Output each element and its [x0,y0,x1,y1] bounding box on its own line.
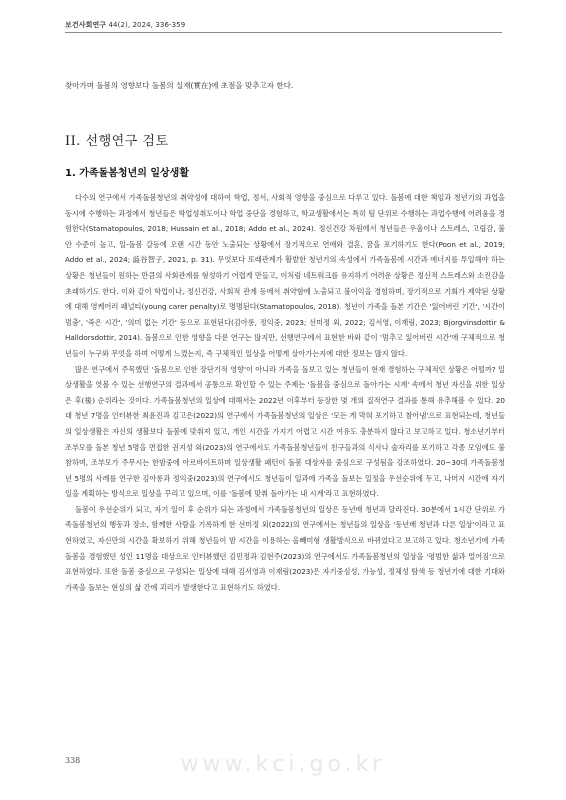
body-paragraph-1: 다수의 연구에서 가족돌봄청년의 취약성에 대하여 학업, 정서, 사회적 영향을 중심으로 다루고 있다. 돌봄에 대한 책임과 청년기의 과업을 동시에 수행하는 과정에서 청년들은 학업성취도이나 학업 중단을 경험하고, 학교생활에서는 특히 팀 단위로 수행하는 과업수행에 어려움을 경험한다(Stamatopoulos, 2018; Hussain et al., 2018; Addo et al., 2024). 정신건강 차원에서 청년들은 우울이나 스트레스, 고립감, 불안 수준이 높고, 일-돌봄 갈등에 오랜 시간 동안 노출되는 상황에서 장기적으로 연애와 결혼, 꿈을 포기하기도 한다(Poon et al., 2019; Addo et al., 2024; 澁谷智子, 2021, p. 31). 무엇보다 또래관계가 활발한 청년기의 속성에서 가족돌봄에 시간과 에너지를 투입해야 하는 상황은 청년들이 원하는 만큼의 사회관계를 형성하기 어렵게 만들고, 이처럼 네트워크를 유지하기 어려운 상황은 정신적 스트레스와 소진감을 초래하기도 한다. 이와 같이 학업이나, 정신건강, 사회적 관계 등에서 취약함에 노출되고 불이익을 경험하며, 장기적으로 기회가 제약된 상황에 대해 영케어러 패널티(young carer penalty)로 명명된다(Stamatopoulos, 2018). 청년이 가족을 돌본 기간은 '잃어버린 기간', '시간이 멈춤', '죽은 시간', '의미 없는 기간' 등으로 표현된다(김아롱, 정익중, 2023; 선미정 외, 2022; 김서영, 이재림, 2023; Bjorgvinsdottir & Halldorsdottir, 2014). 돌봄으로 인한 영향을 다룬 연구는 많지만, 선행연구에서 표현한 바와 같이 '멈추고 잃어버린 시간'에 구체적으로 청년들이 누구와 무엇을 하며 어떻게 느꼈는지, 즉 구체적인 일상을 어떻게 살아가는지에 대한 정보는 많지 않다. [65,193,505,358]
journal-citation: 44(2), 2024, 336-359 [108,21,186,29]
body-paragraph-3: 돌봄이 우선순위가 되고, 자기 일이 후 순위가 되는 과정에서 가족돌봄청년의 일상은 동년배 청년과 달라진다. 30분에서 1시간 단위로 가족돌봄청년의 행동과 장소, 함께한 사람을 기록하게 한 선미정 외(2022)의 연구에서는 청년들의 일상을 '동년배 청년과 다른 일상'이라고 표현하였고, 자신만의 시간을 확보하기 위해 청년들이 밤 시간을 이용하는 올빼미형 생활방식으로 바뀌었다고 보고하고 있다. 청소년기에 가족돌봄을 경험했던 성인 11명을 대상으로 인터뷰했던 김민정과 김현주(2023)의 연구에서도 가족돌봄청년의 일상을 '평범한 삶과 멀어짐'으로 표현하였다. 또한 돌봄 중심으로 구성되는 일상에 대해 김서영과 이재림(2023)은 자기중심성, 가능성, 정체성 탐색 등 청년기에 대한 기대와 가족을 돌보는 현실의 삶 간에 괴리가 발생한다고 표현하기도 하였다. [65,504,505,592]
page-number: 338 [65,756,81,765]
lead-paragraph: 찾아가며 돌봄의 영향보다 돌봄의 실재(實在)에 초점을 맞추고자 한다. [65,81,294,90]
running-header [65,20,185,30]
watermark: www.kci.go.kr [180,752,386,777]
section-title: II. 선행연구 검토 [65,134,169,149]
subsection-title: 1. 가족돌봄청년의 일상생활 [65,168,189,179]
journal-name: 보건사회연구 [65,21,107,29]
header-rule [65,32,502,33]
body-paragraph-2: 많은 연구에서 주목했던 '돌봄으로 인한 장단기적 영향'이 아니라 가족을 돌보고 있는 청년들이 현재 경험하는 구체적인 상황은 어떨까? 일상생활을 엿볼 수 있는 선행연구의 결과에서 공통으로 확인할 수 있는 주제는 '돌봄을 중심으로 돌아가는 시계' 속에서 청년 자신을 위한 일상은 후(後) 순위라는 것이다. 가족돌봄청년의 일상에 대해서는 2022년 이후부터 등장한 몇 개의 질적연구 결과를 통해 유추해볼 수 있다. 20대 청년 7명을 인터뷰한 최윤진과 김고은(2022)의 연구에서 가족돌봄청년의 일상은 '모든 게 막혀 포기하고 참아냄'으로 표현되는데, 청년들의 일상생활은 자신의 생활보다 돌봄에 맞춰져 있고, 개인 시간을 가지기 어렵고 시간 여유도 충분하지 않다고 보고하고 있다. 청소년기부터 조부모를 돌본 청년 5명을 면접한 권지성 외(2023)의 연구에서도 가족돌봄청년들이 친구들과의 식사나 술자리를 포기하고 각종 모임에도 불참하며, 조부모가 주무시는 한밤중에 아르바이트하며 일상생활 패턴이 돌봄 대상자를 중심으로 구성됨을 강조하였다. 20~30대 가족돌봄청년 5명의 사례를 연구한 김아롱과 정익중(2023)의 연구에서도 청년들이 일과에 가족을 돌보는 일정을 우선순위에 두고, 나머지 시간에 자기 일을 계획하는 방식으로 일상을 꾸리고 있으며, 이를 '돌봄에 맞춰 돌아가는 내 시계'라고 표현하였다. [65,364,505,499]
body-text [65,190,505,595]
